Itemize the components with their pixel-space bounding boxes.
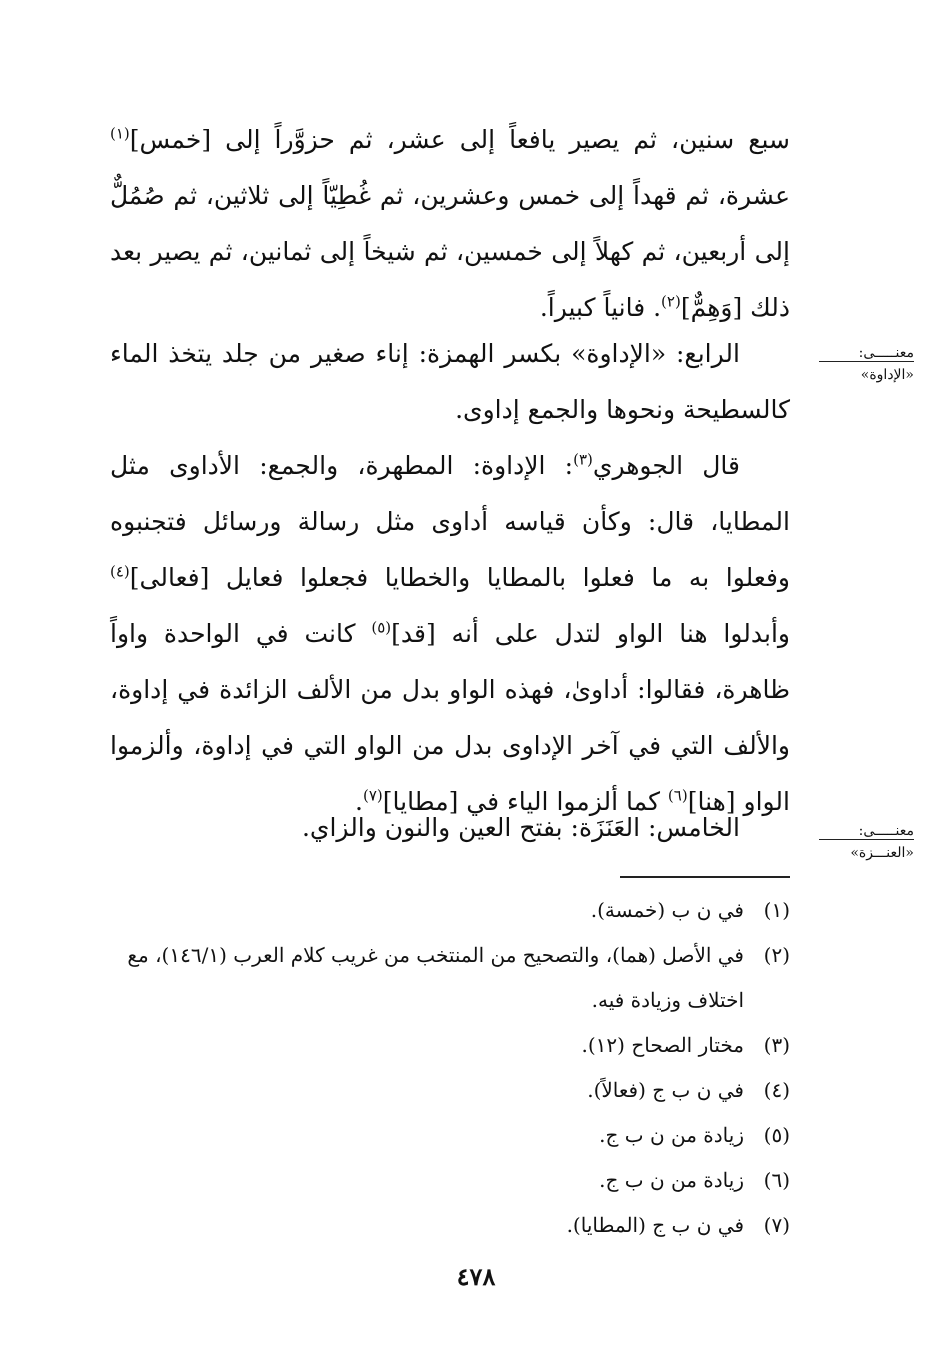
footnote-ref-6: (٦)	[667, 786, 688, 805]
footnote-item	[110, 888, 790, 933]
p4-text: الخامس: العَنَزَة: بفتح العين والنون والزاي.	[301, 813, 740, 842]
footnote-number: (٣)	[763, 1033, 790, 1057]
footnote-ref-3: (٣)	[573, 450, 593, 469]
footnote-number: (٢)	[763, 943, 790, 967]
p1-text2: عشرة، ثم قهداً إلى خمس وعشرين، ثم غُطِيّاً إلى ثلاثين، ثم صُمُلٌّ إلى أربعين، ثم كهلاً إلى خمسين، ثم شيخاً إلى ثمانين، ثم يصير بعد ذلك [وَهِمٌّ]	[110, 181, 790, 322]
footnote-ref-2: (٢)	[661, 292, 681, 311]
margin-note-anaza-label	[804, 820, 914, 842]
footnote-item	[110, 1023, 790, 1068]
footnote-item	[110, 1068, 790, 1113]
footnote-number: (٤)	[763, 1078, 790, 1102]
paragraph-idawa	[110, 326, 790, 438]
footnote-ref-7: (٧)	[362, 786, 383, 805]
p3-t1: قال الجوهري	[592, 451, 740, 480]
paragraph-age-stages	[110, 112, 790, 336]
p2-text: الرابع: «الإداوة» بكسر الهمزة: إناء صغير من جلد يتخذ الماء كالسطيحة ونحوها والجمع إداوى.	[110, 339, 790, 424]
margin-note-idawa-term: «الإداوة»	[860, 367, 914, 383]
footnote-item	[110, 1158, 790, 1203]
footnote-number: (١)	[763, 898, 790, 922]
margin-note-anaza	[804, 820, 914, 864]
p3-t3: وأبدلوا هنا الواو لتدل على أنه [قد]	[391, 619, 790, 648]
footnote-item	[110, 933, 790, 1023]
margin-note-anaza-line1: معنـــــى:	[819, 823, 914, 840]
footnotes	[110, 888, 790, 1248]
footnote-text: في ن ب ج (المطايا).	[566, 1213, 744, 1237]
p3-t5: كما ألزموا الياء في [مطايا]	[382, 787, 668, 816]
footnote-text: في الأصل (هما)، والتصحيح من المنتخب من غريب كلام العرب (١٤٦/١)، مع اختلاف وزيادة فيه.	[127, 943, 744, 1012]
p1-text: سبع سنين، ثم يصير يافعاً إلى عشر، ثم حزوَّراً إلى [خمس]	[129, 125, 790, 154]
paragraph-jawhari	[110, 438, 790, 830]
margin-note-idawa-line1: معنـــــى:	[819, 345, 914, 362]
paragraph-anaza	[110, 800, 790, 856]
footnote-ref-5: (٥)	[371, 618, 392, 637]
footnote-text: في ن ب ج (فعالاً).	[587, 1078, 744, 1102]
footnote-number: (٦)	[763, 1168, 790, 1192]
footnote-number: (٥)	[763, 1123, 790, 1147]
footnote-separator	[620, 876, 790, 878]
p3-t2: : الإداوة: المطهرة، والجمع: الأداوى مثل المطايا، قال: وكأن قياسه أداوى مثل رسالة ورسائل فتجنبوه وفعلوا به ما فعلوا بالمطايا والخطايا فجعلوا فعايل [فعالى]	[110, 451, 790, 592]
footnote-text: في ن ب (خمسة).	[590, 898, 744, 922]
footnote-text: مختار الصحاح (١٢).	[581, 1033, 744, 1057]
footnote-ref-4: (٤)	[110, 562, 130, 581]
p1-text3: . فانياً كبيراً.	[539, 293, 662, 322]
footnote-number: (٧)	[763, 1213, 790, 1237]
margin-note-idawa	[804, 342, 914, 386]
footnote-item	[110, 1113, 790, 1158]
p3-t4: كانت في الواحدة واواً ظاهرة، فقالوا: أداوىٰ، فهذه الواو بدل من الألف الزائدة في إداوة، والألف التي في آخر الإداوى بدل من الواو التي في إداوة، وألزموا الواو [هنا]	[110, 619, 790, 816]
footnote-item	[110, 1203, 790, 1248]
footnote-text: زيادة من ن ب ج.	[599, 1168, 744, 1192]
p3-t6: .	[355, 787, 363, 816]
footnote-ref-1: (١)	[110, 124, 130, 143]
footnote-text: زيادة من ن ب ج.	[599, 1123, 744, 1147]
margin-note-idawa-label	[804, 342, 914, 364]
margin-note-anaza-term: «العنـــزة»	[850, 845, 914, 861]
page-number: ٤٧٨	[456, 1262, 496, 1291]
